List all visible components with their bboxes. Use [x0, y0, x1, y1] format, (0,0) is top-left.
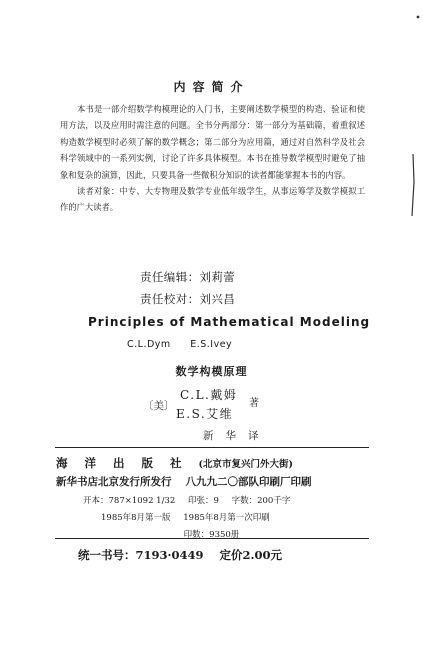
publisher-address: (北京市复兴门外大街)	[198, 459, 293, 470]
publisher-name: 海洋出版社	[56, 456, 199, 470]
printer: 八九九二〇部队印刷厂印刷	[185, 476, 312, 488]
book-format: 开本：787×1092 1/32	[83, 496, 176, 506]
book-summary	[60, 101, 365, 216]
unified-book-number: 统一书号：7193·0449	[78, 548, 204, 562]
author-nationality: 〔美〕	[143, 400, 175, 412]
chinese-title: 数学构模原理	[175, 365, 248, 378]
word-count: 字数：200千字	[231, 496, 291, 506]
distributor: 新华书店北京发行所发行	[56, 476, 172, 488]
distribution-line	[56, 474, 312, 489]
responsible-editor: 责任编辑：刘莉蕾	[140, 270, 236, 284]
margin-scan-mark	[408, 152, 418, 218]
translator: 新华译	[203, 430, 271, 442]
author-role: 著	[249, 398, 259, 409]
responsible-proofreader: 责任校对：刘兴昌	[140, 292, 236, 306]
print-specs	[83, 494, 290, 506]
author-name: E.S.艾维	[176, 407, 234, 421]
english-authors	[127, 339, 232, 350]
book-number-line	[78, 547, 282, 563]
divider-rule	[55, 538, 369, 539]
author-name: C.L.戴姆	[180, 388, 238, 402]
publisher-line	[56, 455, 293, 471]
print-run: 印数：9350册	[183, 530, 240, 540]
scan-speck	[415, 14, 421, 20]
sheet-count: 印张：9	[187, 496, 219, 506]
page-heading: 内容简介	[173, 80, 250, 94]
first-printing: 1985年8月第一次印刷	[183, 513, 270, 523]
divider-rule	[55, 447, 369, 448]
english-author: C.L.Dym	[127, 339, 171, 350]
summary-paragraph: 本书是一部介绍数学构模理论的入门书，主要阐述数学模型的构造、验证和使用方法，以及应用时需注意的问题。全书分两部分：第一部分为基础篇，着重叙述构造数学模型时必须了解的数学概念；第二部分为应用篇，通过对自然科学及社会科学领域中的一系列实例，讨论了许多具体模型。本书在推导数学模型时避免了抽象和复杂的演算，因此，只要具备一些微积分知识的读者都能掌握本书的内容。	[60, 104, 365, 180]
first-edition: 1985年8月第一版	[101, 513, 171, 523]
book-price: 定价2.00元	[219, 548, 283, 562]
edition-info	[101, 511, 270, 523]
audience-paragraph: 读者对象：中专、大专物理及数学专业低年级学生，从事运筹学及数学模拟工作的广大读者。	[60, 186, 365, 213]
english-title: Principles of Mathematical Modeling	[88, 315, 371, 329]
english-author: E.S.Ivey	[190, 339, 233, 350]
